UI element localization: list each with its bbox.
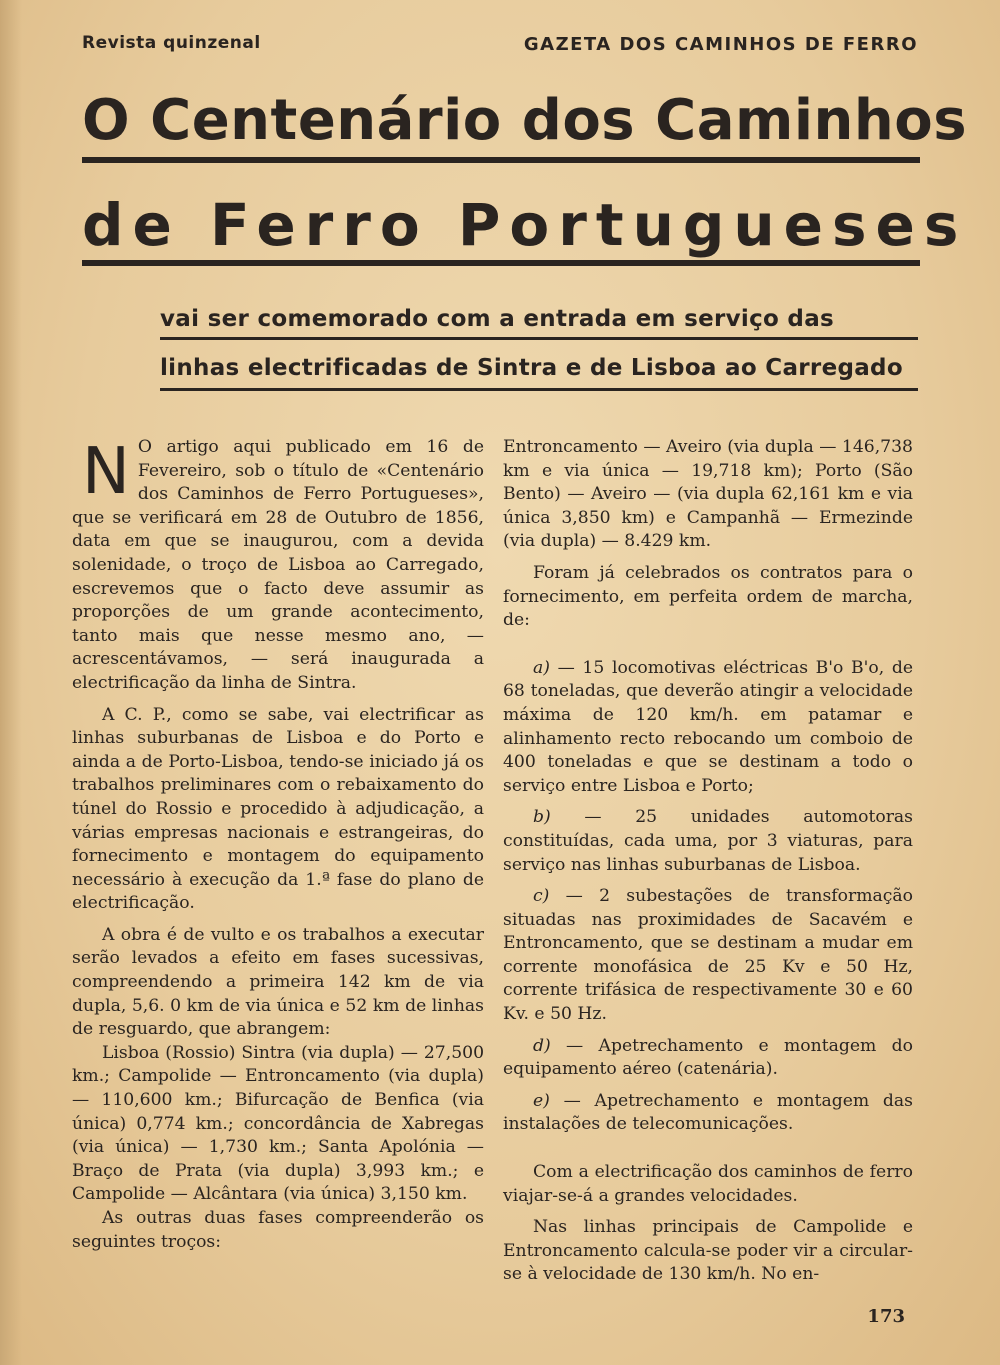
list-item-c xyxy=(503,885,913,1027)
headline-rule-2 xyxy=(82,260,920,266)
page-number: 173 xyxy=(867,1306,905,1327)
paragraph-lines-list: Lisboa (Rossio) Sintra (via dupla) — 27,500 km.; Campolide — Entroncamento (via dupla) — 110,600 km.; Bifurcação de Benfica (via única) 0,774 km.; concordância de Xabregas (via única) — 1,730 km.; Santa Apolónia — Braço de Prata (via dupla) 3,993 km.; e Campolide — Alcântara (via única) 3,150 km. xyxy=(72,1042,484,1205)
article-column-left xyxy=(72,436,484,1254)
header-publication-frequency: Revista quinzenal xyxy=(82,33,261,53)
header-magazine-name: GAZETA DOS CAMINHOS DE FERRO xyxy=(523,34,918,55)
paragraph-speeds: Com a electrificação dos caminhos de ferro viajar-se-á a grandes velocidades. xyxy=(503,1162,913,1206)
list-item-e-text: — Apetrechamento e montagem das instalações de telecomunicações. xyxy=(503,1090,913,1135)
list-item-c-label: c) xyxy=(533,886,550,907)
paragraph-intro xyxy=(72,436,484,696)
subtitle-rule-1 xyxy=(160,337,918,340)
list-item-b xyxy=(503,806,913,877)
list-item-d-text: — Apetrechamento e montagem do equipamento aéreo (catenária). xyxy=(503,1035,913,1080)
subtitle-line-1: vai ser comemorado com a entrada em serviço das xyxy=(160,306,835,332)
list-item-a-label: a) xyxy=(533,657,550,678)
article-column-right xyxy=(503,436,913,1287)
paragraph-cp-electrification: A C. P., como se sabe, vai electrificar as linhas suburbanas de Lisboa e do Porto e ainda a de Porto-Lisboa, tendo-se iniciado já os trabalhos preliminares com o rebaixamento do túnel do Rossio e procedido à adjudicação, a várias empresas nacionais e estrangeiras, do fornecimento e montagem do equipamento necessário à execução da 1.ª fase do plano de electrificação. xyxy=(72,704,484,914)
paragraph-contracts: Foram já celebrados os contratos para o fornecimento, em perfeita ordem de marcha, de: xyxy=(503,562,913,631)
paragraph-intro-text: O artigo aqui publicado em 16 de Fevereiro, sob o título de «Centenário dos Caminhos de Ferro Portugueses», que se verificará em 28 de Outubro de 1856, data em que se inaugurou, com a devida solenidade, o troço de Lisboa ao Carregado, escrevemos que o facto deve assumir as proporções de um grande acontecimento, tanto mais que nesse mesmo ano, — acrescentávamos, — será inaugurada a electrificação da linha de Sintra. xyxy=(72,437,484,693)
page-edge-shadow xyxy=(0,0,22,1365)
drop-cap: N xyxy=(82,435,130,509)
paragraph-first-phase: A obra é de vulto e os trabalhos a executar serão levados a efeito em fases sucessivas, compreendendo a primeira 142 km de via dupla, 5,6. 0 km de via única e 52 km de linhas de resguardo, que abrangem: xyxy=(72,924,484,1040)
list-item-d xyxy=(503,1035,913,1082)
list-item-d-label: d) xyxy=(533,1035,551,1056)
list-item-b-text: — 25 unidades automotoras constituídas, cada uma, por 3 viaturas, para serviço nas linhas suburbanas de Lisboa. xyxy=(503,807,913,875)
paragraph-sections: Entroncamento — Aveiro (via dupla — 146,738 km e via única — 19,718 km); Porto (São Bento) — Aveiro — (via dupla 62,161 km e via única 3,850 km) e Campanhã — Ermezinde (via dupla) — 8.429 km. xyxy=(503,437,913,552)
list-item-b-label: b) xyxy=(533,807,551,828)
list-item-a xyxy=(503,657,913,799)
list-item-c-text: — 2 subestações de transformação situadas nas proximidades de Sacavém e Entroncamento, que se destinam a mudar em corrente monofásica de 25 Kv e 50 Hz, corrente trifásica de respectivamente 30 e 60 Kv. e 50 Hz. xyxy=(503,886,913,1025)
paragraph-main-lines: Nas linhas principais de Campolide e Entroncamento calcula-se poder vir a circular-se à velocidade de 130 km/h. No en- xyxy=(503,1217,913,1285)
list-item-a-text: — 15 locomotivas eléctricas B'o B'o, de 68 toneladas, que deverão atingir a velocidade máxima de 120 km/h. em patamar e alinhamento recto rebocando um comboio de 400 toneladas e que se destinam a todo o serviço entre Lisboa e Porto; xyxy=(503,657,913,796)
list-item-e-label: e) xyxy=(533,1090,550,1111)
subtitle-rule-2 xyxy=(160,388,918,391)
paragraph-other-phases: As outras duas fases compreenderão os seguintes troços: xyxy=(72,1208,484,1252)
subtitle-line-2: linhas electrificadas de Sintra e de Lisboa ao Carregado xyxy=(160,355,903,381)
headline-line-1: O Centenário dos Caminhos xyxy=(82,88,968,153)
list-item-e xyxy=(503,1090,913,1137)
headline-line-2: de Ferro Portugueses xyxy=(82,191,968,259)
headline-rule-1 xyxy=(82,157,920,163)
